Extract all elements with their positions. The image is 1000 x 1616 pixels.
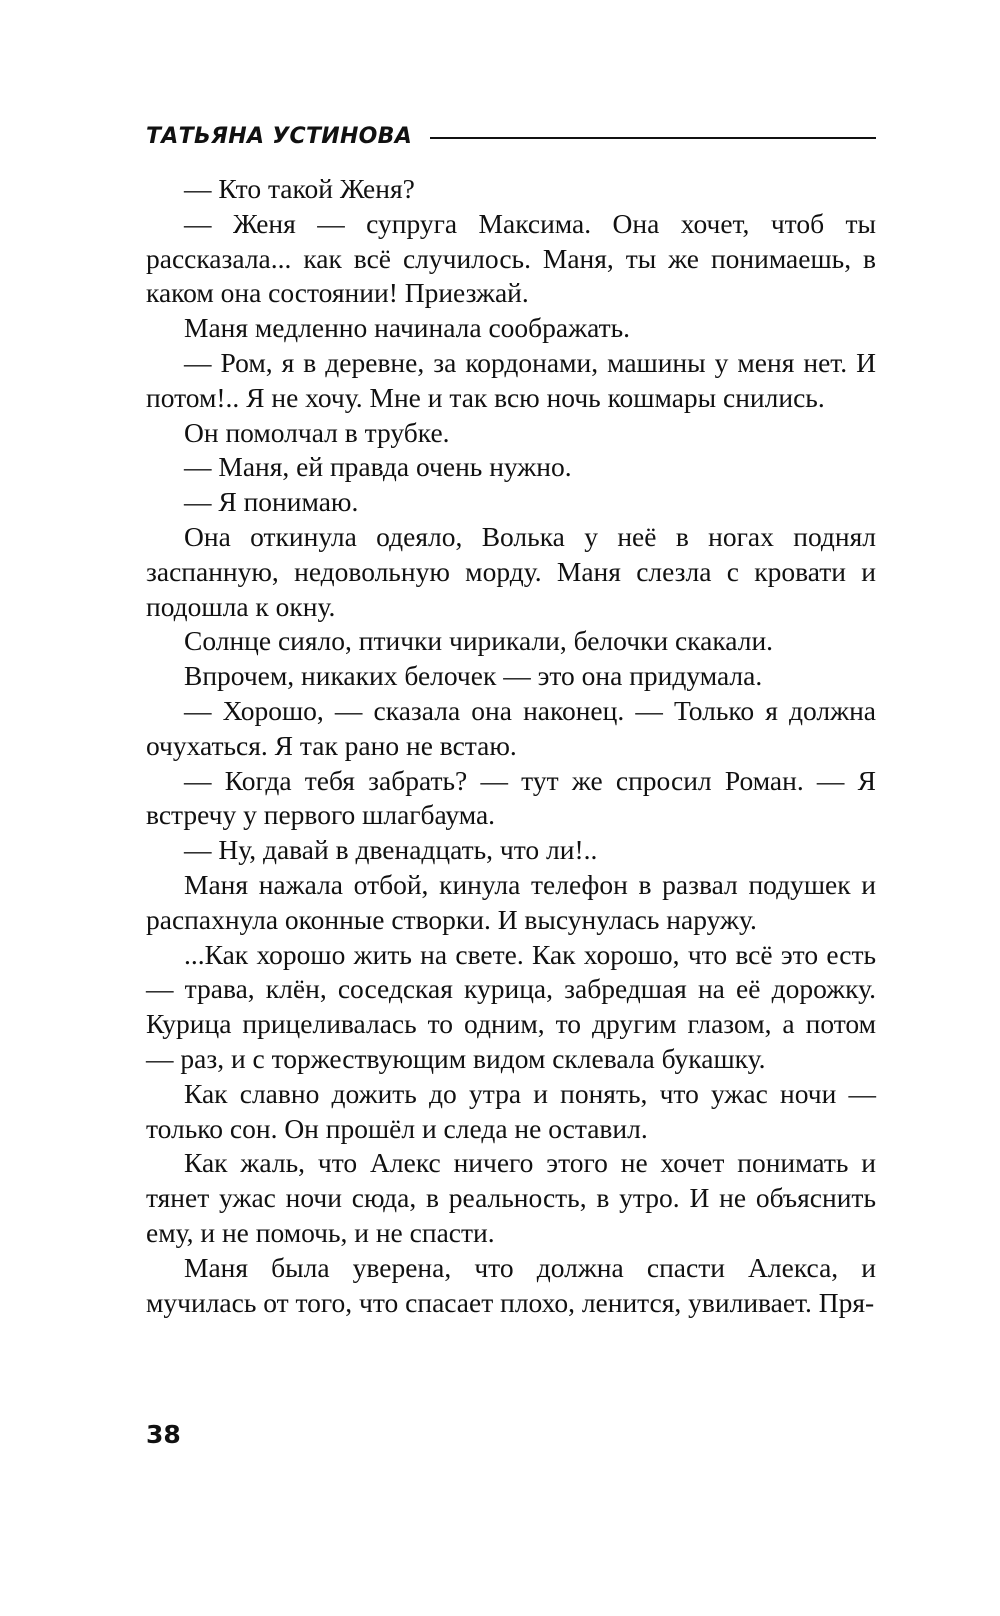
- author-name: ТАТЬЯНА УСТИНОВА: [146, 123, 413, 149]
- paragraph: — Когда тебя забрать? — тут же спросил Роман. — Я встречу у первого шлагбаума.: [146, 764, 876, 831]
- paragraph: Как жаль, что Алекс ничего этого не хочет понимать и тянет ужас ночи сюда, в реальность, в утро. И не объяснить ему, и не помочь, и не спасти.: [146, 1147, 876, 1248]
- paragraph: — Хорошо, — сказала она наконец. — Только я должна очухаться. Я так рано не встаю.: [146, 694, 876, 761]
- paragraph: Солнце сияло, птички чирикали, белочки скакали.: [184, 625, 774, 657]
- page-number: 38: [146, 1420, 181, 1449]
- paragraph: — Кто такой Женя?: [184, 173, 415, 204]
- paragraph: Впрочем, никаких белочек — это она придумала.: [184, 660, 763, 692]
- paragraph: — Ну, давай в двенадцать, что ли!..: [184, 834, 598, 866]
- page-body: [146, 172, 876, 1320]
- paragraph: Она откинула одеяло, Волька у неё в ногах поднял заспанную, недовольную морду. Маня слезла с кровати и подошла к окну.: [146, 520, 876, 622]
- paragraph: — Маня, ей правда очень нужно.: [184, 451, 572, 483]
- paragraph: Он помолчал в трубке.: [184, 416, 450, 448]
- paragraph: ...Как хорошо жить на свете. Как хорошо, что всё это есть — трава, клён, соседская курица, забредшая на её дорожку. Курица прицеливалась то одним, то другим глазом, а потом — раз, и с торжествующим видом склевала букашку.: [146, 938, 876, 1074]
- paragraph: — Я понимаю.: [184, 486, 359, 518]
- header-rule: [430, 137, 876, 139]
- running-header: [146, 116, 876, 156]
- paragraph: — Ром, я в деревне, за кордонами, машины у меня нет. И потом!.. Я не хочу. Мне и так всю ночь кошмары снились.: [146, 346, 876, 413]
- paragraph: — Женя — супруга Максима. Она хочет, чтоб ты рассказала... как всё случилось. Маня, ты же понимаешь, в каком она состоянии! Приезжай.: [146, 207, 876, 309]
- paragraph: Маня была уверена, что должна спасти Алекса, и мучилась от того, что спасает плохо, ленится, увиливает. Пря-: [146, 1251, 876, 1318]
- paragraph: Маня медленно начинала соображать.: [184, 312, 631, 344]
- paragraph: Как славно дожить до утра и понять, что ужас ночи — только сон. Он прошёл и следа не оставил.: [146, 1077, 876, 1144]
- paragraph: Маня нажала отбой, кинула телефон в развал подушек и распахнула оконные створки. И высунулась наружу.: [146, 868, 876, 935]
